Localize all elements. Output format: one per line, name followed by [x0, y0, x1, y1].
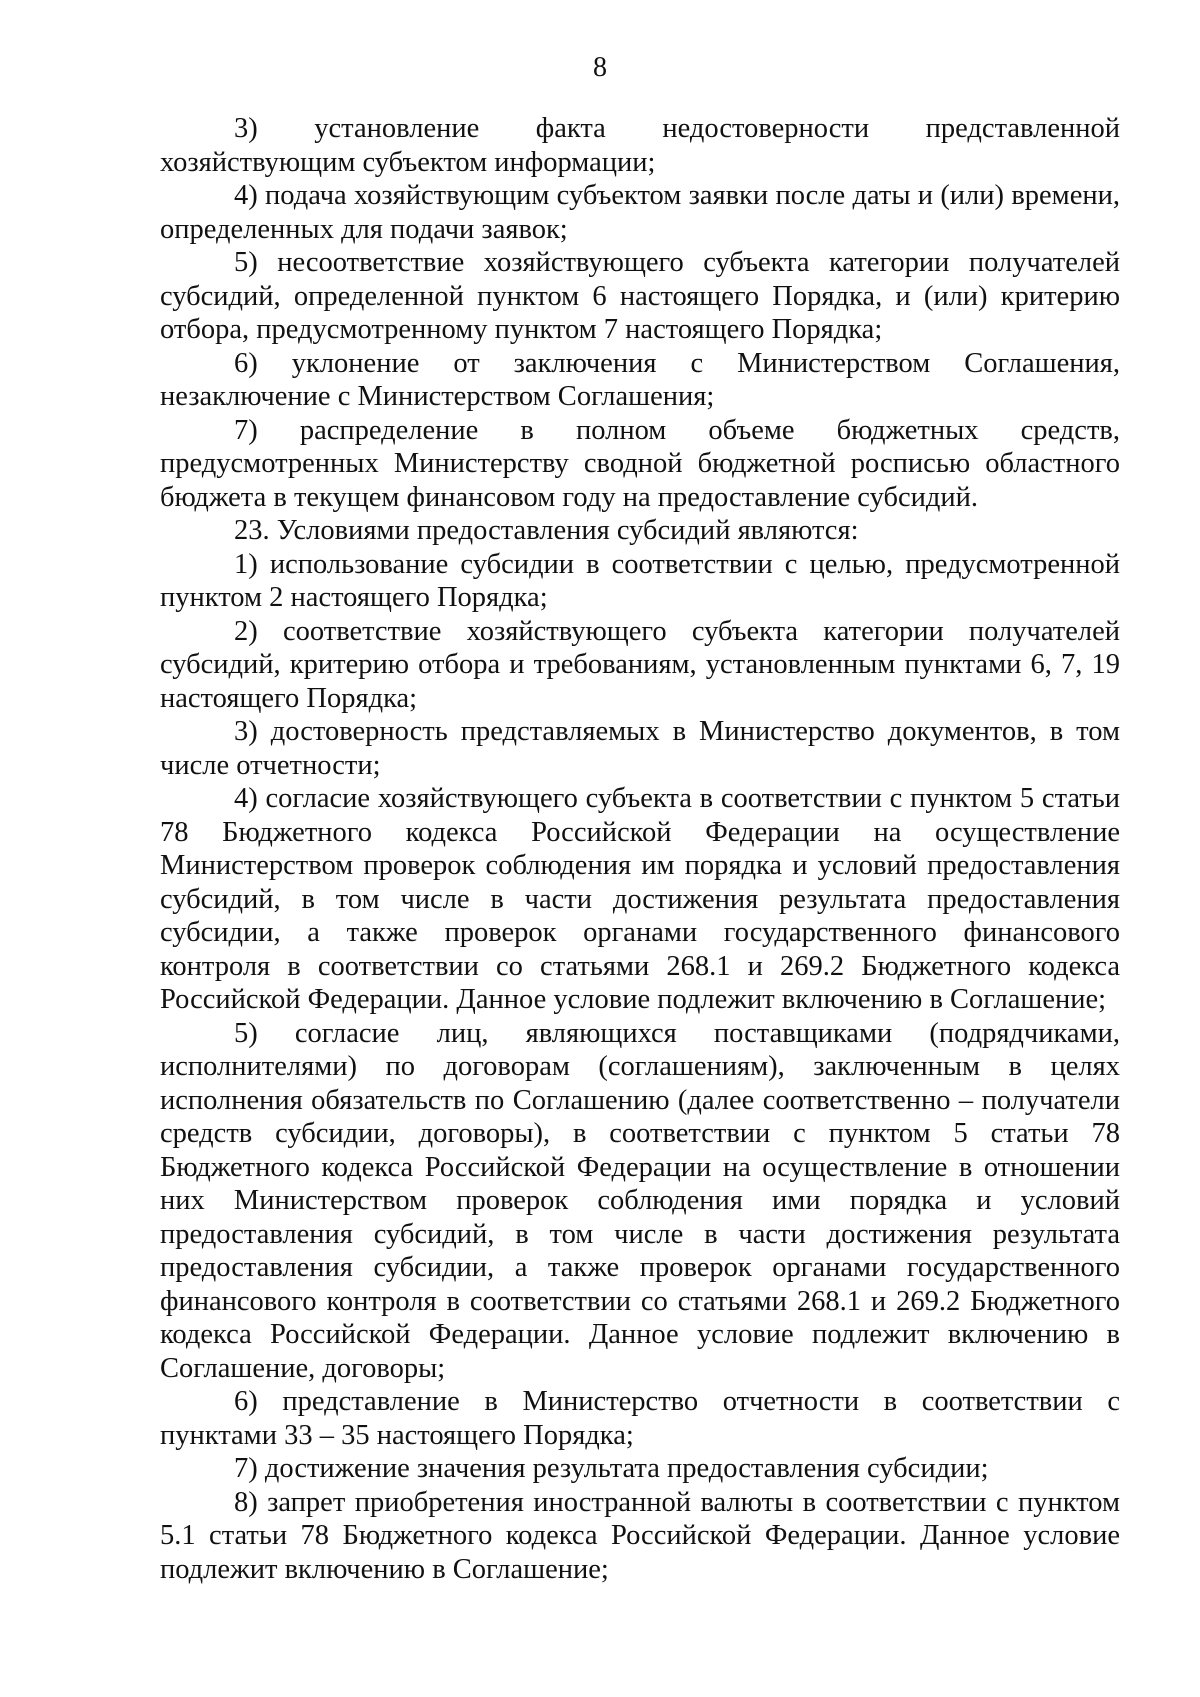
paragraph-condition-3: 3) достоверность представляемых в Министерство документов, в том числе отчетности;: [160, 716, 1120, 781]
document-body: [160, 112, 1120, 1586]
paragraph-condition-1: 1) использование субсидии в соответствии с целью, предусмотренной пунктом 2 настоящего Порядка;: [160, 548, 1120, 613]
paragraph-item-6-evasion: 6) уклонение от заключения с Министерством Соглашения, незаключение с Министерством Соглашения;: [160, 347, 1120, 412]
paragraph-condition-8: 8) запрет приобретения иностранной валюты в соответствии с пунктом 5.1 статьи 78 Бюджетного кодекса Российской Федерации. Данное условие подлежит включению в Соглашение;: [160, 1486, 1120, 1585]
paragraph-item-5-nonconformity: 5) несоответствие хозяйствующего субъекта категории получателей субсидий, определенной пунктом 6 настоящего Порядка, и (или) критерию отбора, предусмотренному пунктом 7 настоящего Порядка;: [160, 247, 1120, 345]
paragraph-section-23-heading: 23. Условиями предоставления субсидий являются:: [234, 515, 859, 546]
paragraph-item-3-unreliable-info: 3) установление факта недостоверности представленной хозяйствующим субъектом информации;: [160, 113, 1120, 178]
paragraph-condition-2: 2) соответствие хозяйствующего субъекта категории получателей субсидий, критерию отбора и требованиям, установленным пунктами 6, 7, 19 настоящего Порядка;: [160, 615, 1120, 714]
paragraph-condition-7: 7) достижение значения результата предоставления субсидии;: [234, 1453, 989, 1484]
page-number: 8: [593, 52, 607, 83]
paragraph-condition-5: 5) согласие лиц, являющихся поставщиками (подрядчиками, исполнителями) по договорам (соглашениям), заключенным в целях исполнения обязательств по Соглашению (далее соответственно – получатели средств субсидии, договоры), в соответствии с пунктом 5 статьи 78 Бюджетного кодекса Российской Федерации на осуществление в отношении них Министерством проверок соблюдения ими порядка и условий предоставления субсидий, в том числе в части достижения результата предоставления субсидии, а также проверок органами государственного финансового контроля в соответствии со статьями 268.1 и 269.2 Бюджетного кодекса Российской Федерации. Данное условие подлежит включению в Соглашение, договоры;: [160, 1017, 1120, 1384]
paragraph-condition-6: 6) представление в Министерство отчетности в соответствии с пунктами 33 – 35 настоящего Порядка;: [160, 1386, 1120, 1451]
paragraph-item-7-budget-distributed: 7) распределение в полном объеме бюджетных средств, предусмотренных Министерству сводной бюджетной росписью областного бюджета в текущем финансовом году на предоставление субсидий.: [160, 414, 1120, 513]
paragraph-condition-4: 4) согласие хозяйствующего субъекта в соответствии с пунктом 5 статьи 78 Бюджетного кодекса Российской Федерации на осуществление Министерством проверок соблюдения им порядка и условий предоставления субсидий, в том числе в части достижения результата предоставления субсидии, а также проверок органами государственного финансового контроля в соответствии со статьями 268.1 и 269.2 Бюджетного кодекса Российской Федерации. Данное условие подлежит включению в Соглашение;: [160, 783, 1120, 1015]
paragraph-item-4-late-application: 4) подача хозяйствующим субъектом заявки после даты и (или) времени, определенных для подачи заявок;: [160, 180, 1120, 245]
